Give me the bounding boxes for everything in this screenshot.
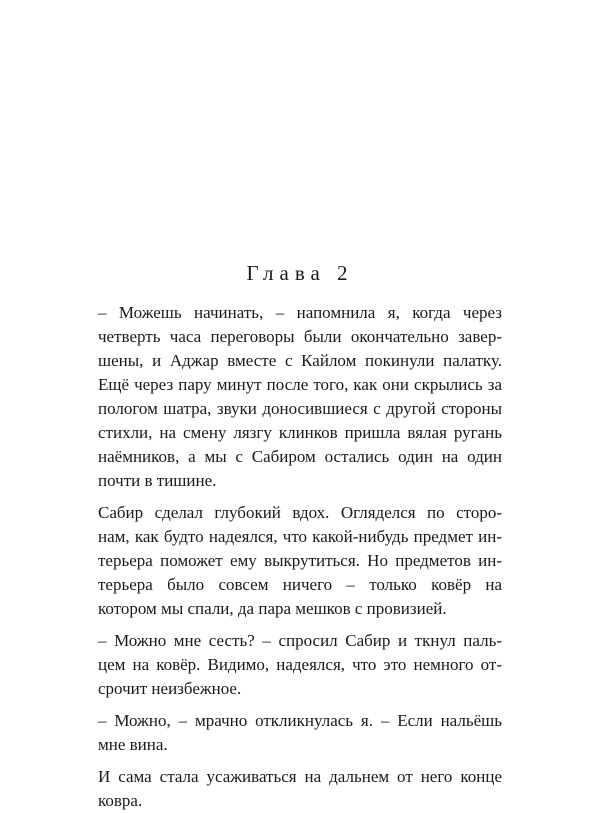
text-line: Ещё через пару минут после того, как они скрылись за [98, 375, 502, 394]
paragraph [98, 629, 502, 701]
text-line: пологом шатра, звуки доносившиеся с другой стороны [98, 399, 502, 418]
text-line: – Можно мне сесть? – спросил Сабир и ткнул паль- [98, 631, 502, 650]
text-line: котором мы спали, да пара мешков с провизией. [98, 599, 447, 618]
text-line: почти в тишине. [98, 471, 217, 490]
text-line: четверть часа переговоры были окончательно завер- [98, 327, 502, 346]
text-line: нам, как будто надеялся, что какой-нибудь предмет ин- [98, 527, 502, 546]
chapter-text [98, 301, 502, 813]
paragraph [98, 765, 502, 813]
text-line: Сабир сделал глубокий вдох. Огляделся по сторо- [98, 503, 502, 522]
text-line: срочит неизбежное. [98, 679, 242, 698]
text-line: цем на ковёр. Видимо, надеялся, что это немного от- [98, 655, 502, 674]
text-line: стихли, на смену лязгу клинков пришла вялая ругань [98, 423, 502, 442]
text-line: мне вина. [98, 735, 168, 754]
chapter-title: Глава 2 [246, 261, 354, 285]
text-line: И сама стала усаживаться на дальнем от него конце [98, 767, 502, 786]
text-line: наёмников, а мы с Сабиром остались один на один [98, 447, 502, 466]
paragraph [98, 301, 502, 493]
text-line: терьера было совсем ничего – только ковёр на [98, 575, 502, 594]
paragraph [98, 501, 502, 621]
text-line: терьера поможет ему выкрутиться. Но предметов ин- [98, 551, 502, 570]
text-line: – Можешь начинать, – напомнила я, когда через [98, 303, 502, 322]
text-line: – Можно, – мрачно откликнулась я. – Если нальёшь [98, 711, 502, 730]
text-line: ковра. [98, 791, 143, 810]
text-line: шены, и Аджар вместе с Кайлом покинули палатку. [98, 351, 502, 370]
